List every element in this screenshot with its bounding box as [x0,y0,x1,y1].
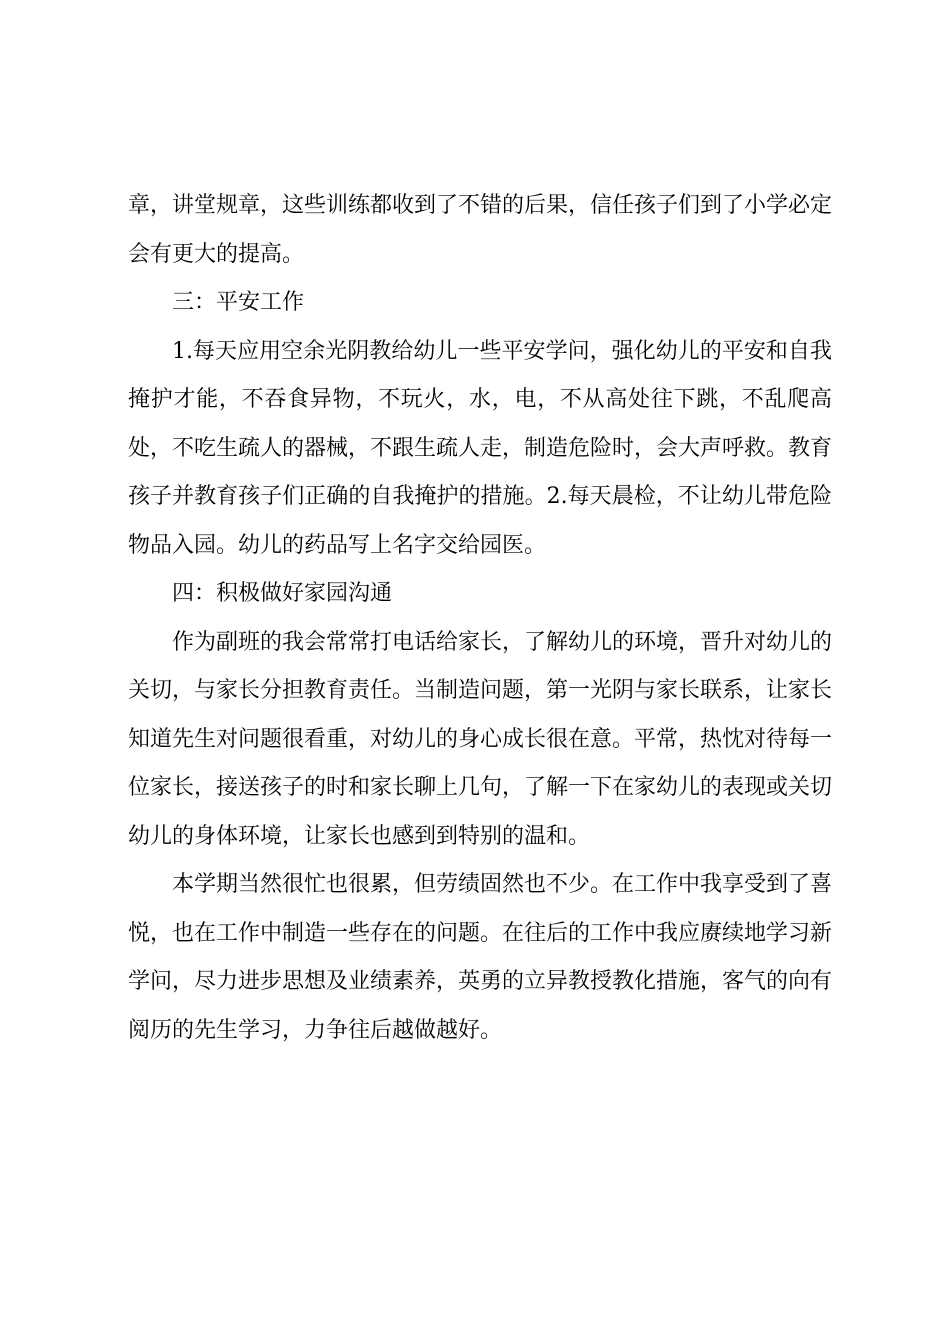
section-heading-safety: 三：平安工作 [172,290,305,315]
paragraph-continuation: 章，讲堂规章，这些训练都收到了不错的后果，信任孩子们到了小学必定会有更大的提高。 [128,193,833,267]
section-heading-communication: 四：积极做好家园沟通 [172,581,393,606]
document-body [128,182,832,1055]
paragraph-safety: 1.每天应用空余光阴教给幼儿一些平安学问，强化幼儿的平安和自我掩护才能，不吞食异物，不玩火，水，电，不从高处往下跳，不乱爬高处，不吃生疏人的器械，不跟生疏人走，制造危险时，会大声呼救。教育孩子并教育孩子们正确的自我掩护的措施。2.每天晨检，不让幼儿带危险物品入园。幼儿的药品写上名字交给园医。 [128,338,833,558]
paragraph-communication: 作为副班的我会常常打电话给家长，了解幼儿的环境，晋升对幼儿的关切，与家长分担教育责任。当制造问题，第一光阴与家长联系，让家长知道先生对问题很看重，对幼儿的身心成长很在意。平常，热忱对待每一位家长，接送孩子的时和家长聊上几句，了解一下在家幼儿的表现或关切幼儿的身体环境，让家长也感到到特别的温和。 [128,629,833,849]
paragraph-summary: 本学期当然很忙也很累，但劳绩固然也不少。在工作中我享受到了喜悦，也在工作中制造一些存在的问题。在往后的工作中我应赓续地学习新学问，尽力进步思想及业绩素养，英勇的立异教授教化措施，客气的向有阅历的先生学习，力争往后越做越好。 [128,872,833,1043]
